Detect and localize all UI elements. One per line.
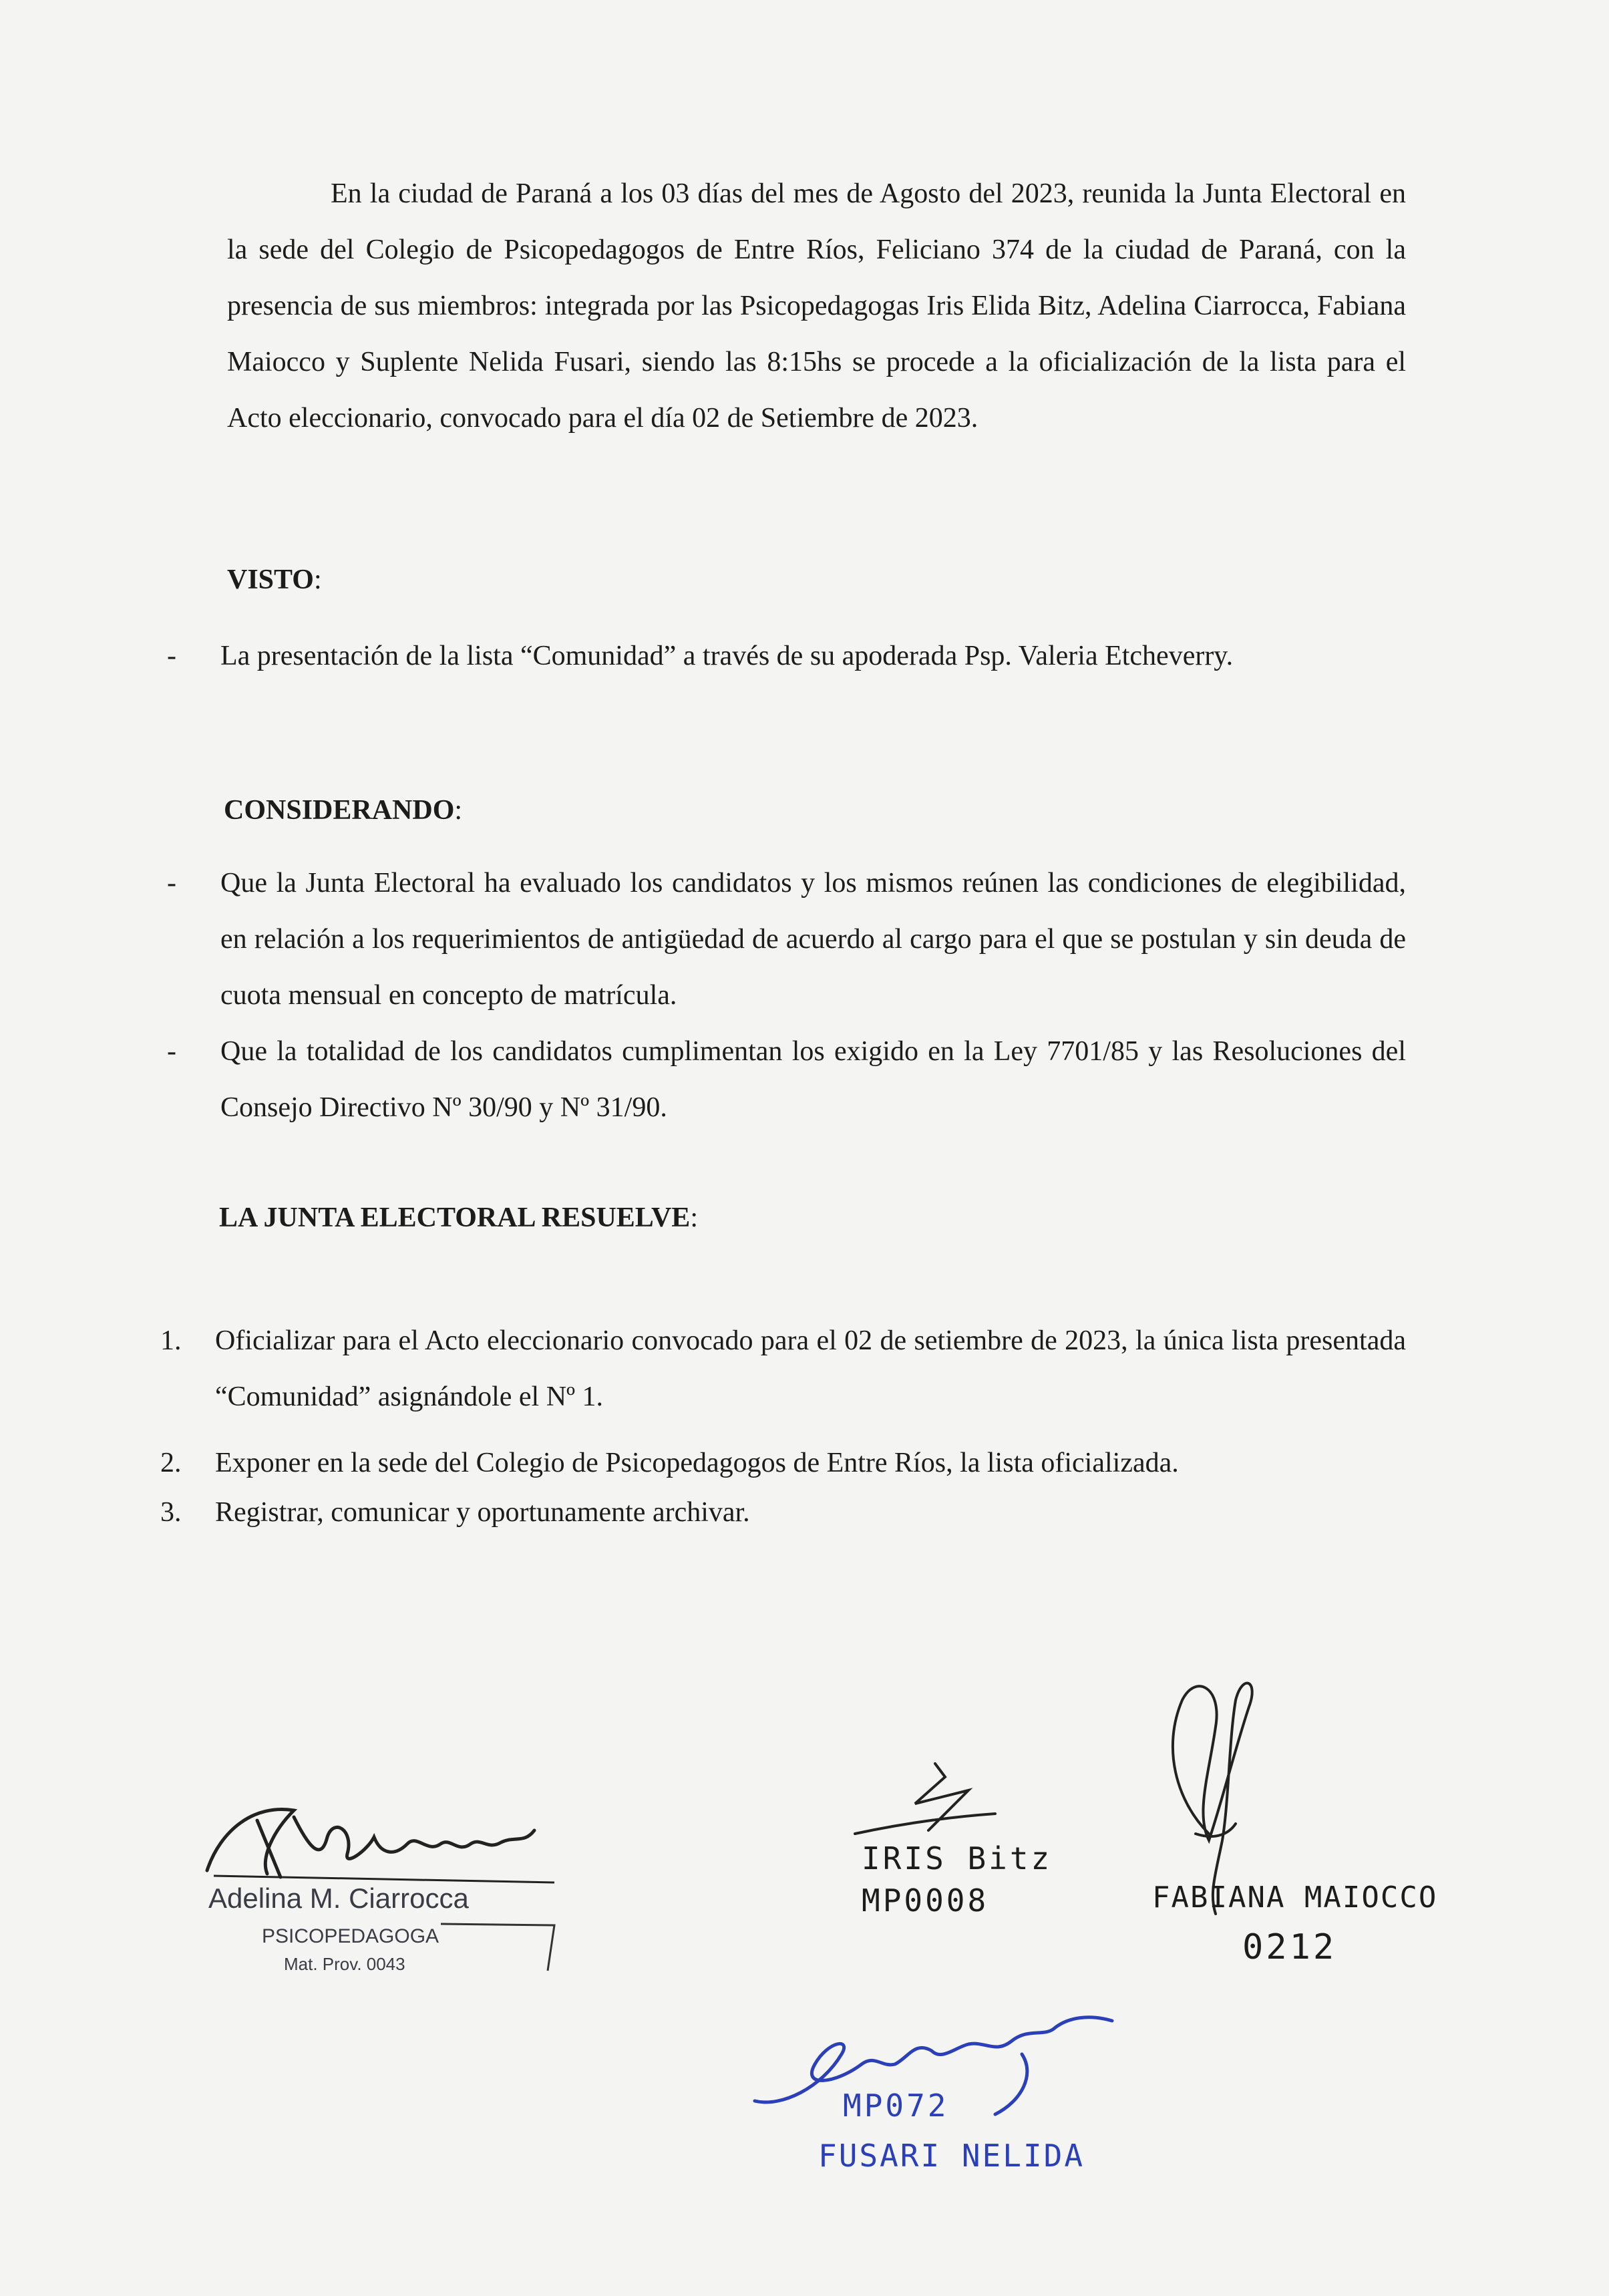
ciarrocca-stamp-name: Adelina M. Ciarrocca [208, 1882, 469, 1914]
maiocco-name: FABIANA MAIOCCO [1152, 1880, 1438, 1915]
dash-bullet: - [167, 1036, 176, 1067]
considerando-item-2: - Que la totalidad de los candidatos cumplimentan los exigido en la Ley 7701/85 y las Resoluciones del Consejo Directivo Nº 30/90 y Nº 31/90. [167, 1023, 1406, 1136]
item-number: 3. [160, 1497, 182, 1528]
dash-bullet: - [167, 641, 176, 671]
resuelve-heading: LA JUNTA ELECTORAL RESUELVE: [219, 1202, 698, 1233]
dash-bullet: - [167, 868, 176, 898]
ciarrocca-signature [194, 1790, 568, 1891]
maiocco-mat: 0212 [1242, 1927, 1337, 1967]
resuelve-item-3: 3. Registrar, comunicar y oportunamente archivar. [160, 1484, 1406, 1540]
fusari-mat: MP072 [843, 2088, 949, 2124]
resuelve-item-2: 2. Exponer en la sede del Colegio de Psicopedagogos de Entre Ríos, la lista oficializada. [160, 1435, 1406, 1491]
visto-item: - La presentación de la lista “Comunidad” a través de su apoderada Psp. Valeria Etcheverry. [167, 628, 1406, 684]
item-number: 1. [160, 1325, 182, 1356]
bitz-mat: MP0008 [862, 1882, 989, 1919]
bitz-name: IRIS Bitz [862, 1840, 1053, 1876]
ciarrocca-stamp-mat: Mat. Prov. 0043 [284, 1954, 405, 1974]
fusari-name: FUSARI NELIDA [818, 2138, 1085, 2174]
opening-paragraph: En la ciudad de Paraná a los 03 días del mes de Agosto del 2023, reunida la Junta Electoral en la sede del Colegio de Psicopedagogos de Entre Ríos, Feliciano 374 de la ciudad de Paraná, con la presencia de sus miembros: integrada por las Psicopedagogas Iris Elida Bitz, Adelina Ciarrocca, Fabiana Maiocco y Suplente Nelida Fusari, siendo las 8:15hs se procede a la oficialización de la lista para el Acto eleccionario, convocado para el día 02 de Setiembre de 2023. [227, 178, 1406, 434]
considerando-heading: CONSIDERANDO: [224, 795, 463, 826]
item-number: 2. [160, 1448, 182, 1478]
visto-heading: VISTO: [227, 564, 322, 595]
stamp-bracket [434, 1917, 568, 1977]
ciarrocca-stamp-title: PSICOPEDAGOGA [262, 1925, 439, 1947]
resuelve-item-1: 1. Oficializar para el Acto eleccionario convocado para el 02 de setiembre de 2023, la única lista presentada “Comunidad” asignándole el Nº 1. [160, 1313, 1406, 1425]
considerando-item-1: - Que la Junta Electoral ha evaluado los candidatos y los mismos reúnen las condiciones de elegibilidad, en relación a los requerimientos de antigüedad de acuerdo al cargo para el que se postulan y sin deuda de cuota mensual en concepto de matrícula. [167, 855, 1406, 1023]
